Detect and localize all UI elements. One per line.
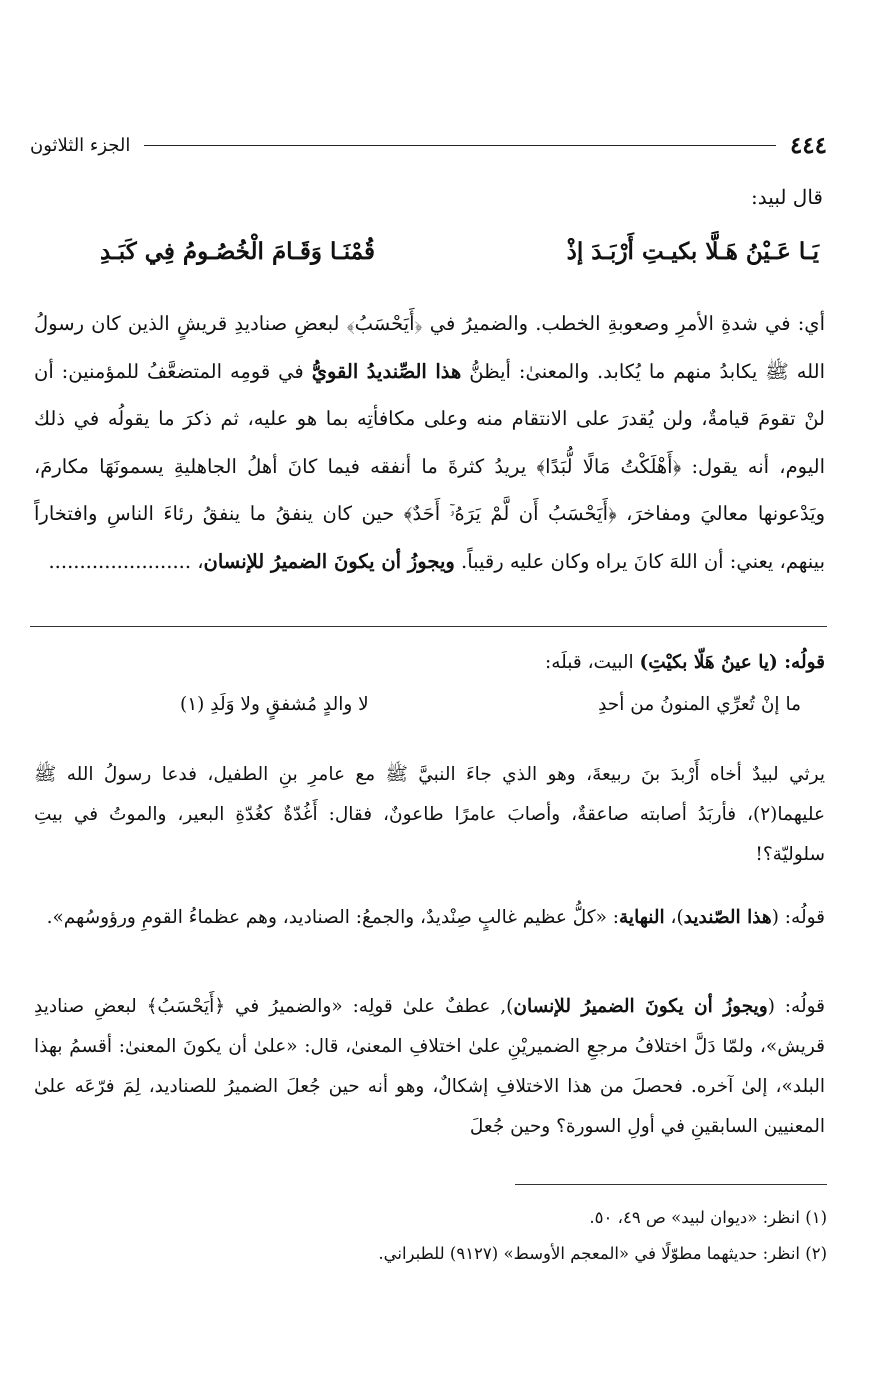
verse-second-hemistich: قُمْنَـا وَقَـامَ الْخُصُـومُ فِي كَبَـدِ (100, 238, 376, 265)
footnote: (١) انظر: «ديوان لبيد» ص ٤٩، ٥٠. (589, 1208, 827, 1227)
main-text-part: ، ....................... (48, 549, 204, 573)
poetry-verse (100, 238, 819, 278)
commentary-label: هذا الصّنديد (683, 907, 772, 928)
commentary-paragraph (34, 643, 825, 683)
main-text-bold: ويجوزُ أن يكونَ الضميرُ للإنسان (203, 549, 455, 573)
verse-intro: قال لبيد: (751, 185, 823, 209)
footnote-ref: (٢) (753, 804, 778, 825)
commentary-text: )، (664, 907, 684, 928)
commentary-text: البيت، قبلَه: (545, 652, 640, 673)
commentary-label: ويجوزُ أن يكونَ الضميرُ للإنسان (513, 996, 768, 1017)
source-name: النهاية (619, 907, 665, 928)
footnote-ref: (١) (180, 694, 211, 715)
footnote-rule (515, 1184, 827, 1185)
commentary-text: : «كلُّ عظيم غالبٍ صِنْديدٌ، والجمعُ: الصناديد، وهم عظماءُ القومِ ورؤوسُهم». (46, 907, 619, 928)
poem-second-hemistich: لا والدٍ مُشفقٍ ولا وَلَدِ (210, 694, 369, 715)
page-header (30, 128, 827, 162)
main-text (34, 300, 825, 585)
commentary-paragraph (34, 898, 825, 938)
part-title: الجزء الثلاثون (30, 134, 131, 156)
commentary-paragraph (34, 755, 825, 875)
verse-first-hemistich: يَـا عَـيْنُ هَـلَّا بكيـتِ أَرْبَـدَ إذْ (566, 238, 819, 265)
commentary-poem (180, 694, 801, 734)
main-text-bold: هذا الصِّنديدُ القويُّ (311, 359, 462, 383)
commentary-text: ، فأربَدُ أصابته صاعقةٌ، وأصابَ عامرًا طاعونٌ، فقال: أَغُدّةٌ كغُدّةِ البعير، والموتُ في بيتِ سلوليّة؟! (34, 804, 825, 865)
commentary-text: يرثي لبيدٌ أخاه أَرْبدَ بنَ ربيعةَ، وهو الذي جاءَ النبيَّ ﷺ مع عامرِ بنِ الطفيل، فدعا رسولُ الله ﷺ عليهما (34, 764, 825, 825)
commentary-text: قولُه: ( (771, 907, 825, 928)
main-paragraph (34, 300, 825, 585)
footnote: (٢) انظر: حديثهما مطوّلًا في «المعجم الأوسط» (٩١٢٧) للطبراني. (378, 1244, 827, 1263)
commentary-paragraph (34, 987, 825, 1147)
main-text-part: في قومِه المتضعَّفُ للمؤمنين: أن لنْ تقومَ قيامةٌ، ولن يُقدرَ على الانتقام منه وعلى مكافأتِه بما هو عليه، ثم ذكرَ ما يقولُه في ذلك اليوم، أنه يقول: ﴿أَهْلَكْتُ مَالًا لُّبَدًا﴾ يريدُ كثرةَ ما أنفقه فيما كانَ أهلُ الجاهليةِ يسمونَهَا مكارمَ، ويَدْعونها معاليَ ومفاخرَ، ﴿أَيَحْسَبُ أَن لَّمْ يَرَهُۥٓ أَحَدٌ﴾ حين كان ينفقُ ما ينفقُ رئاءَ الناسِ وافتخاراً بينهم، يعني: أن اللهَ كانَ يراه وكان عليه رقيباً. (34, 359, 825, 573)
page-number: ٤٤٤ (789, 131, 827, 159)
header-rule (144, 145, 776, 146)
section-divider (30, 626, 827, 627)
commentary-text: قولُه: ( (767, 996, 825, 1017)
commentary-label: قولُه: (يا عينُ هَلّا بكيْتِ) (639, 652, 825, 673)
main-text-part: أي: في شدةِ الأمرِ وصعوبةِ الخطب. والضميرُ في ﴿أَيَحْسَبُ﴾ لبعضِ صناديدِ قريشٍ الذين كان رسولُ الله ﷺ يكابدُ منهم ما يُكابد. والمعنىٰ: أيظنُّ (34, 312, 825, 383)
footnotes (200, 1200, 827, 1272)
poem-first-hemistich: ما إنْ تُعرِّي المنونُ من أحدِ (598, 694, 801, 715)
commentary-text: ), عطفٌ علىٰ قولِه: «والضميرُ في ﴿أَيَحْسَبُ﴾ لبعضِ صناديدِ قريش»، ولمّا دَلَّ اختلافُ مرجعِ الضميريْنِ علىٰ اختلافِ المعنىٰ، قال: «علىٰ أن يكونَ المعنىٰ: أقسمُ بهذا البلد»، إلىٰ آخره. فحصلَ من هذا الاختلافِ إشكالٌ، وهو أنه حين جُعلَ الضميرُ للصناديد، لِمَ فرّعَه علىٰ المعنيين السابقينِ في أولِ السورة؟ وحين جُعلَ (34, 996, 825, 1137)
